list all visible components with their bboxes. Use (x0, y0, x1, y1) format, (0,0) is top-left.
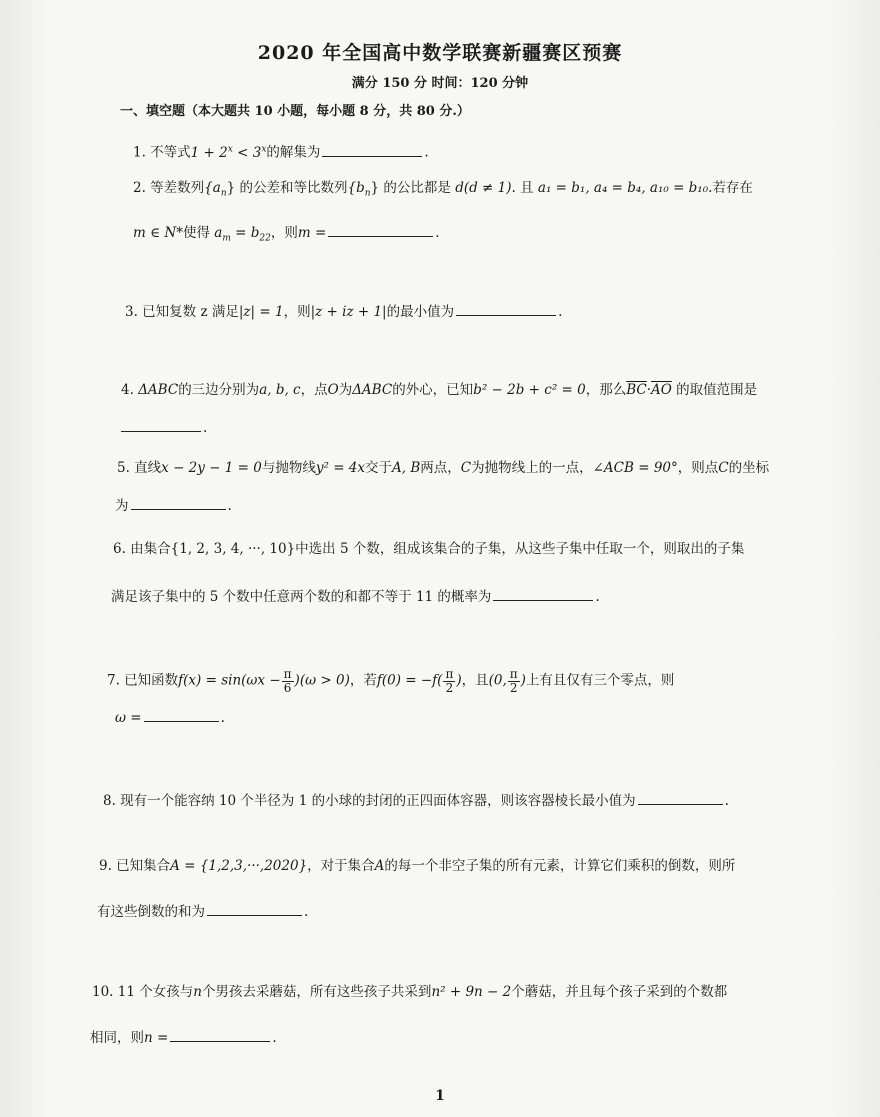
answer-blank[interactable] (493, 599, 593, 601)
question-7-line-2: ω = . (115, 710, 225, 726)
question-4-line-2: . (119, 422, 207, 436)
question-9-line-2: 有这些倒数的和为 . (97, 904, 309, 920)
question-2-line-1: 2. 等差数列$\{a_n\}$ 的公差和等比数列$\{b_n\}$ 的公比都是 d(d ≠ 1). 且 a₁ = b₁, a₄ = b₄, a₁₀ = b₁₀.若存在 (133, 180, 753, 199)
question-5: 5. 直线x − 2y − 1 = 0与抛物线y² = 4x交于A, B两点，C为抛物线上的一点，∠ACB = 90°，则点C的坐标 (117, 460, 770, 476)
question-10-line-2: 相同，则n = . (90, 1030, 277, 1046)
answer-blank[interactable] (456, 314, 556, 316)
question-3: 3. 已知复数 z 满足|z| = 1，则|z + iz + 1|的最小值为 . (125, 304, 563, 320)
question-10: 10. 11 个女孩与n个男孩去采蘑菇，所有这些孩子共采到n² + 9n − 2个蘑菇，并且每个孩子采到的个数都 (92, 984, 728, 1000)
question-9: 9. 已知集合A = {1,2,3,···,2020}，对于集合A的每一个非空子集的所有元素，计算它们乘积的倒数，则所 (99, 858, 736, 874)
fraction: $\frac{\pi}{2}$ (509, 667, 518, 695)
question-5-line-2: 为 . (115, 498, 232, 514)
question-1: 1. 不等式$1 + 2^x < 3^x$的解集为 . (133, 144, 429, 161)
answer-blank[interactable] (328, 235, 433, 237)
answer-blank[interactable] (638, 803, 723, 805)
answer-blank[interactable] (170, 1040, 270, 1042)
answer-blank[interactable] (322, 155, 422, 157)
question-6-line-1: 6. 由集合{1, 2, 3, 4, ···, 10}中选出 5 个数，组成该集合的子集，从这些子集中任取一个，则取出的子集 (113, 541, 745, 557)
page-number: 1 (435, 1088, 445, 1104)
answer-blank[interactable] (131, 508, 226, 510)
question-4: 4. ΔABC的三边分别为a, b, c，点O为ΔABC的外心，已知b² − 2b + c² = 0，那么$\overline{BC}\cdot\overline{AO}$ 的取值范围是 (121, 382, 758, 398)
page-title: 2020 年全国高中数学联赛新疆赛区预赛 (257, 42, 623, 64)
answer-blank[interactable] (207, 914, 302, 916)
question-2-line-2: m ∈ N*使得 $a_m = b_{22}$，则m = . (133, 225, 440, 244)
question-8: 8. 现有一个能容纳 10 个半径为 1 的小球的封闭的正四面体容器，则该容器棱长最小值为 . (103, 793, 729, 809)
question-6-line-2: 满足该子集中的 5 个数中任意两个数的和都不等于 11 的概率为 . (111, 589, 600, 605)
answer-blank[interactable] (144, 720, 219, 722)
question-7: 7. 已知函数f(x) = sin(ωx − $\frac{\pi}{6}$ )(ω > 0)，若f(0) = −f( $\frac{\pi}{2}$ )，且(0, $\frac{\pi}{2}$ )上有且仅有三个零点，则 (107, 667, 675, 695)
fraction: $\frac{\pi}{2}$ (445, 667, 454, 695)
exam-info: 满分 150 分 时间：120 分钟 (351, 76, 529, 91)
fraction: $\frac{\pi}{6}$ (283, 667, 292, 695)
section-heading: 一、填空题（本大题共 10 小题，每小题 8 分，共 80 分.） (120, 104, 470, 119)
answer-blank[interactable] (121, 430, 201, 432)
